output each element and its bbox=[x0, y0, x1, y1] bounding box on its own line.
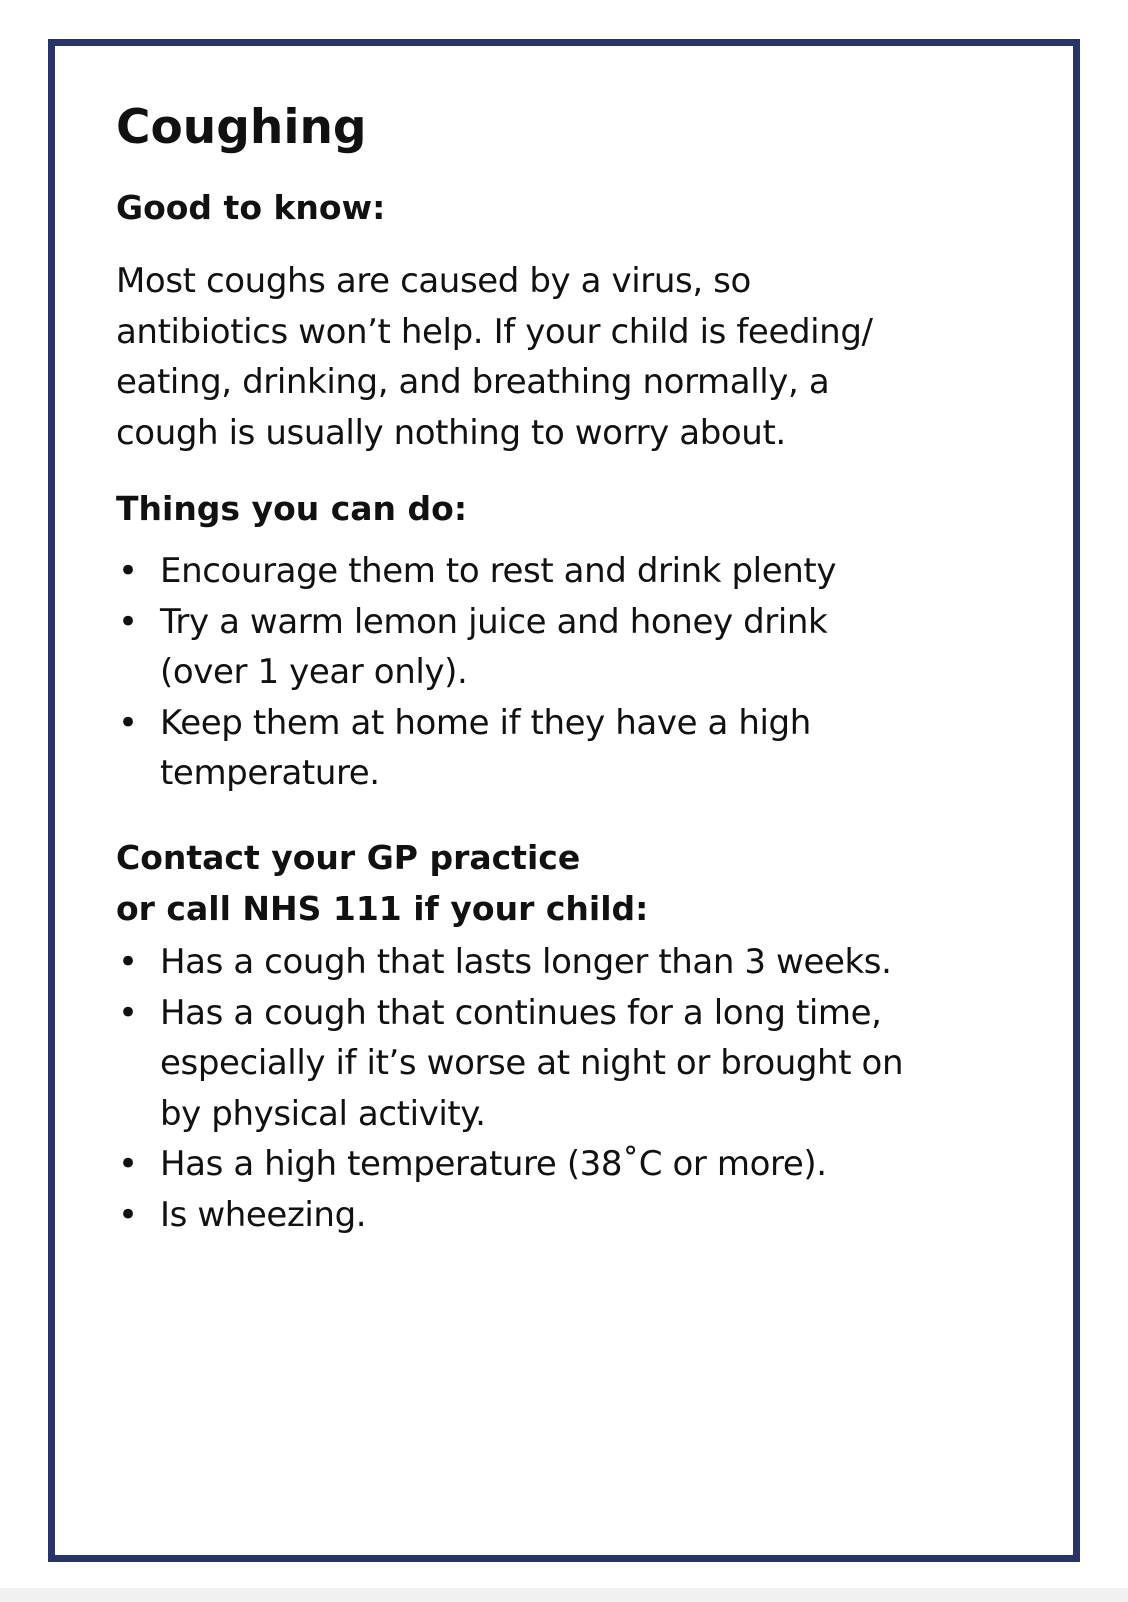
good-to-know-paragraph bbox=[116, 256, 873, 458]
contact-list bbox=[116, 937, 903, 1240]
contact-heading-line: or call NHS 111 if your child: bbox=[116, 889, 649, 928]
bullet-icon: • bbox=[118, 702, 138, 743]
bullet-icon: • bbox=[118, 1144, 138, 1184]
contact-heading bbox=[116, 832, 648, 934]
list-item-line: Has a cough that lasts longer than 3 weeks. bbox=[160, 942, 892, 982]
list-item bbox=[116, 1190, 903, 1241]
things-you-can-do-heading: Things you can do: bbox=[116, 489, 468, 528]
bullet-icon: • bbox=[118, 992, 138, 1033]
bullet-icon: • bbox=[118, 942, 138, 982]
list-item bbox=[116, 1139, 903, 1190]
list-item-line: Is wheezing. bbox=[160, 1194, 367, 1235]
paragraph-line: antibiotics won’t help. If your child is feeding/ bbox=[116, 311, 873, 352]
list-item bbox=[116, 988, 903, 1140]
list-item bbox=[116, 698, 836, 799]
paragraph-line: eating, drinking, and breathing normally, a bbox=[116, 362, 830, 402]
things-you-can-do-list bbox=[116, 546, 836, 799]
list-item-line: Has a cough that continues for a long time, bbox=[160, 992, 882, 1033]
bullet-icon: • bbox=[118, 1194, 138, 1235]
paragraph-line: cough is usually nothing to worry about. bbox=[116, 412, 786, 453]
good-to-know-heading: Good to know: bbox=[116, 188, 386, 227]
list-item-line: Try a warm lemon juice and honey drink bbox=[160, 601, 828, 642]
list-item-line: by physical activity. bbox=[160, 1093, 486, 1134]
page-bottom-edge bbox=[0, 1588, 1128, 1602]
list-item bbox=[116, 597, 836, 698]
list-item bbox=[116, 546, 836, 597]
list-item-line: Keep them at home if they have a high bbox=[160, 702, 811, 743]
list-item-line: Has a high temperature (38˚C or more). bbox=[160, 1144, 827, 1184]
list-item-line: especially if it’s worse at night or brought on bbox=[160, 1043, 904, 1083]
list-item-line: (over 1 year only). bbox=[160, 652, 468, 692]
paragraph-line: Most coughs are caused by a virus, so bbox=[116, 261, 751, 301]
bullet-icon: • bbox=[118, 601, 138, 642]
list-item-line: temperature. bbox=[160, 753, 380, 793]
list-item-line: Encourage them to rest and drink plenty bbox=[160, 551, 837, 591]
list-item bbox=[116, 937, 903, 988]
page-title: Coughing bbox=[116, 100, 367, 155]
bullet-icon: • bbox=[118, 551, 138, 591]
contact-heading-line: Contact your GP practice bbox=[116, 838, 581, 877]
